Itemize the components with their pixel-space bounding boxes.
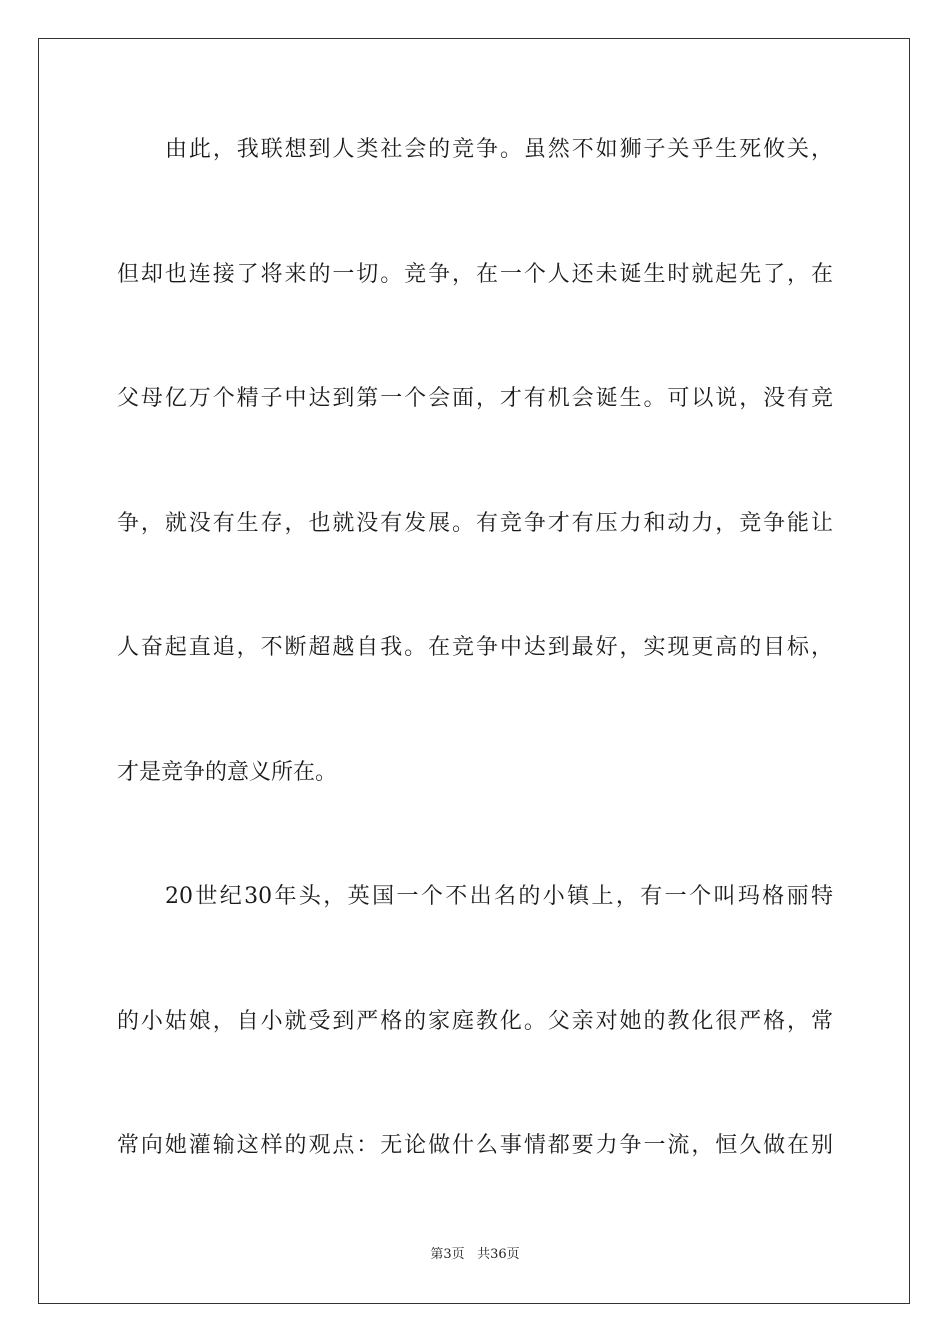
paragraph-1-line-5: 人奋起直追，不断超越自我。在竞争中达到最好，实现更高的目标， — [117, 635, 833, 660]
page-number: 第3页 — [430, 1247, 465, 1262]
paragraph-2-line-2: 的小姑娘，自小就受到严格的家庭教化。父亲对她的教化很严格，常 — [117, 1009, 833, 1034]
page-footer — [0, 1246, 950, 1264]
page-total: 共36页 — [477, 1247, 520, 1262]
paragraph-2-line-1: 20世纪30年头，英国一个不出名的小镇上，有一个叫玛格丽特 — [165, 884, 833, 909]
paragraph-1-line-2: 但却也连接了将来的一切。竞争，在一个人还未诞生时就起先了，在 — [117, 262, 833, 287]
paragraph-1-line-4: 争，就没有生存，也就没有发展。有竞争才有压力和动力，竞争能让 — [117, 511, 833, 536]
paragraph-1-line-3: 父母亿万个精子中达到第一个会面，才有机会诞生。可以说，没有竞 — [117, 386, 833, 411]
paragraph-1-line-6: 才是竞争的意义所在。 — [117, 760, 338, 785]
page-border — [38, 38, 910, 1304]
paragraph-2-line-3: 常向她灌输这样的观点：无论做什么事情都要力争一流，恒久做在别 — [117, 1133, 833, 1158]
paragraph-1-line-1: 由此，我联想到人类社会的竞争。虽然不如狮子关乎生死攸关， — [165, 137, 833, 162]
